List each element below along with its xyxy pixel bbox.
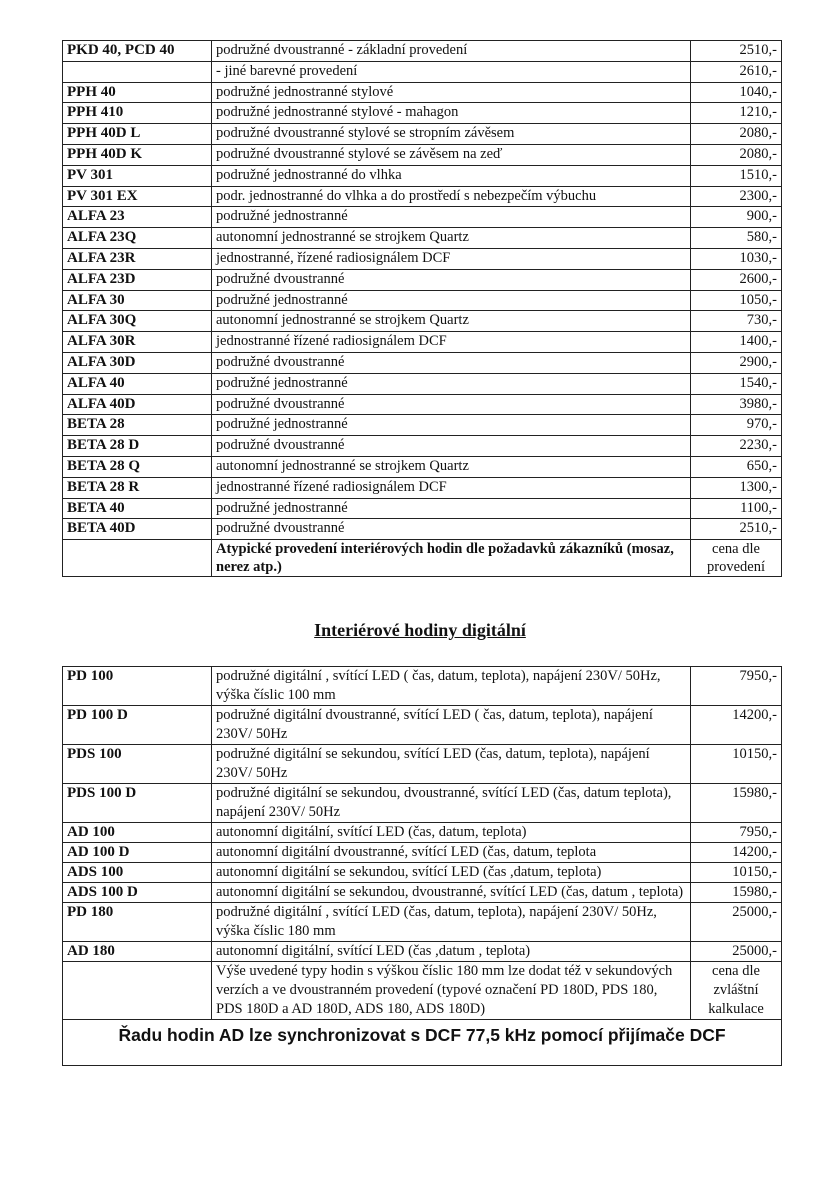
atypical-row (63, 540, 782, 577)
product-code: ALFA 23R (63, 248, 212, 269)
product-description: podružné jednostranné (212, 373, 691, 394)
product-price: 900,- (691, 207, 782, 228)
product-price: 1100,- (691, 498, 782, 519)
product-description: autonomní jednostranné se strojkem Quartz (212, 456, 691, 477)
product-description: podružné dvoustranné (212, 352, 691, 373)
product-description: podružné jednostranné (212, 290, 691, 311)
product-description: autonomní digitální, svítící LED (čas, datum, teplota) (212, 823, 691, 843)
table-row (63, 498, 782, 519)
product-code: PV 301 EX (63, 186, 212, 207)
product-description: jednostranné řízené radiosignálem DCF (212, 332, 691, 353)
table-row (63, 706, 782, 745)
product-description: podružné jednostranné stylové (212, 82, 691, 103)
product-price: 2610,- (691, 61, 782, 82)
digital-clock-price-table (62, 666, 782, 1066)
product-price: 10150,- (691, 863, 782, 883)
product-description: podružné jednostranné (212, 207, 691, 228)
product-description: podružné jednostranné (212, 415, 691, 436)
product-description: autonomní digitální se sekundou, dvoustranné, svítící LED (čas, datum , teplota) (212, 883, 691, 903)
product-description: podr. jednostranné do vlhka a do prostředí s nebezpečím výbuchu (212, 186, 691, 207)
product-code: ALFA 23 (63, 207, 212, 228)
table-row (63, 103, 782, 124)
product-price: 7950,- (691, 823, 782, 843)
product-code: BETA 28 Q (63, 456, 212, 477)
product-price: 1050,- (691, 290, 782, 311)
product-price: 10150,- (691, 745, 782, 784)
product-code: PDS 100 (63, 745, 212, 784)
product-price: 2080,- (691, 144, 782, 165)
product-code: PV 301 (63, 165, 212, 186)
product-description: podružné dvoustranné stylové se závěsem na zeď (212, 144, 691, 165)
product-description: autonomní digitální se sekundou, svítící LED (čas ,datum, teplota) (212, 863, 691, 883)
table-row (63, 332, 782, 353)
product-price: 2510,- (691, 41, 782, 62)
table-row (63, 290, 782, 311)
product-description: - jiné barevné provedení (212, 61, 691, 82)
table-row (63, 41, 782, 62)
table-row (63, 903, 782, 942)
product-price: 2230,- (691, 436, 782, 457)
product-code: ALFA 40D (63, 394, 212, 415)
product-description: podružné jednostranné do vlhka (212, 165, 691, 186)
product-code: PPH 40D L (63, 124, 212, 145)
table-row (63, 186, 782, 207)
table-row (63, 863, 782, 883)
product-price: cena dle provedení (691, 540, 782, 577)
table-row (63, 248, 782, 269)
product-price: 580,- (691, 228, 782, 249)
table-row (63, 519, 782, 540)
product-price: 1400,- (691, 332, 782, 353)
table-row (63, 61, 782, 82)
table-row (63, 207, 782, 228)
table-row (63, 477, 782, 498)
product-code: BETA 28 R (63, 477, 212, 498)
product-description: jednostranné, řízené radiosignálem DCF (212, 248, 691, 269)
product-description: autonomní jednostranné se strojkem Quartz (212, 228, 691, 249)
product-description: podružné dvoustranné (212, 436, 691, 457)
table-row (63, 352, 782, 373)
table-row (63, 82, 782, 103)
table-row (63, 436, 782, 457)
footer-row (63, 1020, 782, 1066)
product-code: PPH 410 (63, 103, 212, 124)
product-description: podružné jednostranné (212, 498, 691, 519)
table-row (63, 823, 782, 843)
product-description: podružné dvoustranné (212, 394, 691, 415)
product-price: 25000,- (691, 903, 782, 942)
product-description: Výše uvedené typy hodin s výškou číslic 180 mm lze dodat též v sekundových verzích a ve dvoustranném provedení (typové označení PD 180D, PDS 180, PDS 180D a AD 180D, ADS 180, ADS 180D) (212, 962, 691, 1020)
product-price: 970,- (691, 415, 782, 436)
table-row (63, 415, 782, 436)
table-row (63, 883, 782, 903)
product-code: ALFA 30 (63, 290, 212, 311)
analog-clock-price-table (62, 40, 782, 577)
product-code: AD 100 (63, 823, 212, 843)
product-price: 25000,- (691, 942, 782, 962)
product-description: podružné dvoustranné (212, 519, 691, 540)
product-price: 1040,- (691, 82, 782, 103)
product-price: 15980,- (691, 883, 782, 903)
product-description: podružné digitální , svítící LED ( čas, datum, teplota), napájení 230V/ 50Hz, výška číslic 100 mm (212, 667, 691, 706)
table-row (63, 784, 782, 823)
product-code: AD 100 D (63, 843, 212, 863)
product-price: 1540,- (691, 373, 782, 394)
table-row (63, 373, 782, 394)
product-description: podružné digitální se sekundou, svítící LED (čas, datum, teplota), napájení 230V/ 50Hz (212, 745, 691, 784)
table-row (63, 311, 782, 332)
table-row (63, 456, 782, 477)
product-code: ADS 100 D (63, 883, 212, 903)
table-row (63, 124, 782, 145)
product-description: podružné digitální dvoustranné, svítící LED ( čas, datum, teplota), napájení 230V/ 50Hz (212, 706, 691, 745)
product-code: AD 180 (63, 942, 212, 962)
table-row (63, 394, 782, 415)
product-code: ALFA 23D (63, 269, 212, 290)
product-price: 650,- (691, 456, 782, 477)
table-row (63, 165, 782, 186)
product-code: ALFA 30Q (63, 311, 212, 332)
product-code (63, 962, 212, 1020)
product-price: 14200,- (691, 706, 782, 745)
product-code: PD 100 (63, 667, 212, 706)
product-code (63, 540, 212, 577)
product-price: 1510,- (691, 165, 782, 186)
table-row (63, 144, 782, 165)
product-description: Atypické provedení interiérových hodin dle požadavků zákazníků (mosaz, nerez atp.) (212, 540, 691, 577)
product-code: BETA 40 (63, 498, 212, 519)
product-code: ALFA 30R (63, 332, 212, 353)
product-code: PD 180 (63, 903, 212, 942)
table-row (63, 667, 782, 706)
product-code: ALFA 30D (63, 352, 212, 373)
product-price: cena dle zvláštní kalkulace (691, 962, 782, 1020)
product-price: 7950,- (691, 667, 782, 706)
product-code: PD 100 D (63, 706, 212, 745)
product-price: 730,- (691, 311, 782, 332)
product-code: PKD 40, PCD 40 (63, 41, 212, 62)
product-price: 1210,- (691, 103, 782, 124)
product-code: ALFA 40 (63, 373, 212, 394)
product-code: PPH 40 (63, 82, 212, 103)
product-price: 15980,- (691, 784, 782, 823)
product-description: podružné digitální se sekundou, dvoustranné, svítící LED (čas, datum teplota), napájení 230V/ 50Hz (212, 784, 691, 823)
product-price: 2510,- (691, 519, 782, 540)
product-description: podružné dvoustranné stylové se stropním závěsem (212, 124, 691, 145)
product-price: 3980,- (691, 394, 782, 415)
table-row (63, 942, 782, 962)
product-price: 2080,- (691, 124, 782, 145)
table-row (63, 228, 782, 249)
table-row (63, 269, 782, 290)
product-code: ALFA 23Q (63, 228, 212, 249)
product-price: 2300,- (691, 186, 782, 207)
product-description: autonomní digitální, svítící LED (čas ,datum , teplota) (212, 942, 691, 962)
product-description: podružné jednostranné stylové - mahagon (212, 103, 691, 124)
table-row (63, 745, 782, 784)
product-code: PDS 100 D (63, 784, 212, 823)
product-code: BETA 28 D (63, 436, 212, 457)
product-description: autonomní digitální dvoustranné, svítící LED (čas, datum, teplota (212, 843, 691, 863)
product-code: ADS 100 (63, 863, 212, 883)
note-row (63, 962, 782, 1020)
product-code: PPH 40D K (63, 144, 212, 165)
dcf-sync-note: Řadu hodin AD lze synchronizovat s DCF 77,5 kHz pomocí přijímače DCF (63, 1020, 782, 1066)
product-price: 1300,- (691, 477, 782, 498)
product-price: 14200,- (691, 843, 782, 863)
product-description: podružné dvoustranné - základní provedení (212, 41, 691, 62)
product-price: 2900,- (691, 352, 782, 373)
product-code: BETA 40D (63, 519, 212, 540)
table-row (63, 843, 782, 863)
product-price: 1030,- (691, 248, 782, 269)
product-description: podružné dvoustranné (212, 269, 691, 290)
product-description: jednostranné řízené radiosignálem DCF (212, 477, 691, 498)
product-code: BETA 28 (63, 415, 212, 436)
section-title: Interiérové hodiny digitální (314, 620, 526, 640)
product-description: autonomní jednostranné se strojkem Quartz (212, 311, 691, 332)
product-code (63, 61, 212, 82)
product-price: 2600,- (691, 269, 782, 290)
product-description: podružné digitální , svítící LED (čas, datum, teplota), napájení 230V/ 50Hz, výška číslic 180 mm (212, 903, 691, 942)
